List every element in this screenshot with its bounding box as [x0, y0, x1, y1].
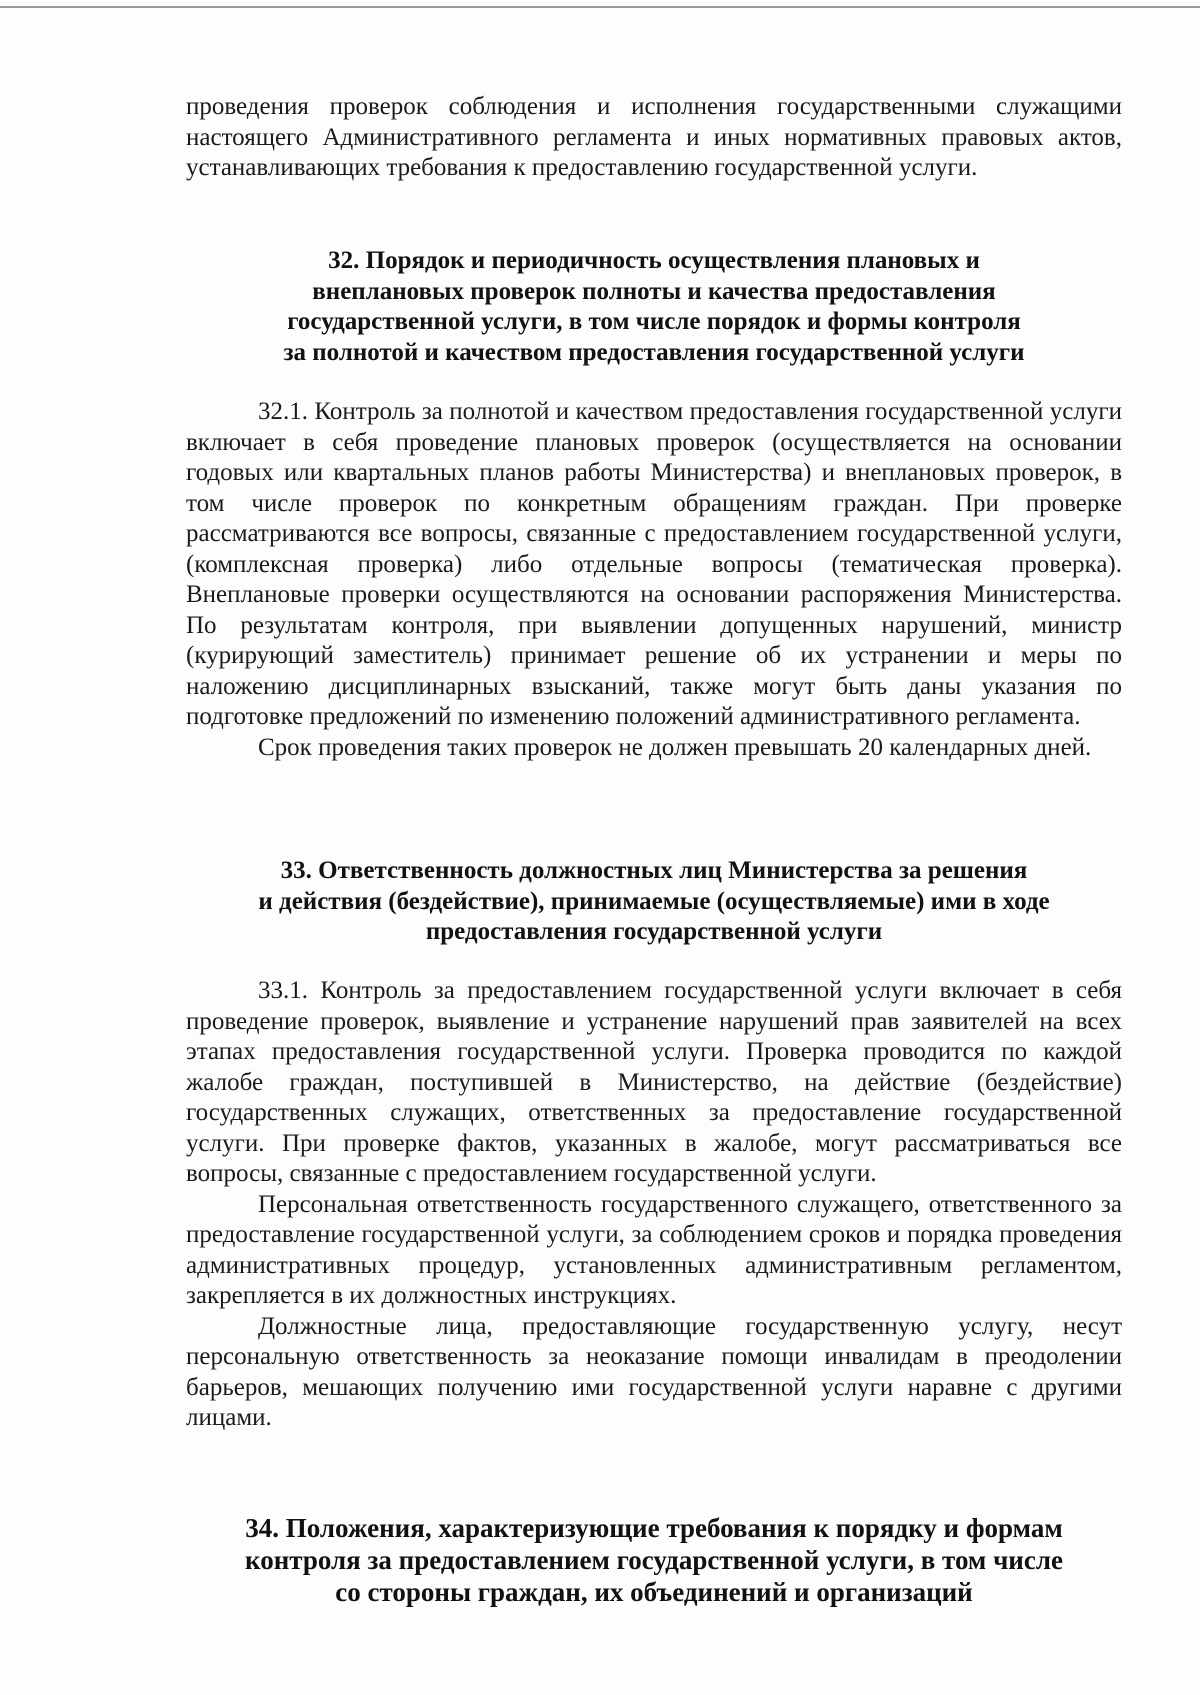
heading-line: внеплановых проверок полноты и качества предоставления — [312, 277, 996, 305]
heading-line: предоставления государственной услуги — [425, 918, 883, 945]
paragraph-33-officials: Должностные лица, предоставляющие государственную услугу, несут персональную ответственность за неоказание помощи инвалидам в преодолении барьеров, мешающих получению ими государственной услуги наравне с другими лицами. — [186, 1312, 1122, 1431]
section-33-heading — [186, 856, 1122, 948]
paragraph-33-responsibility: Персональная ответственность государственного служащего, ответственного за предоставление государственной услуги, за соблюдением сроков и порядка проведения административных процедур, установленных административным регламентом, закрепляется в их должностных инструкциях. — [186, 1190, 1122, 1309]
section-33-body — [186, 976, 1122, 1434]
heading-line: государственной услуги, в том числе порядок и формы контроля — [287, 308, 1021, 335]
heading-line: и действия (бездействие), принимаемые (осуществляемые) ими в ходе — [258, 887, 1050, 915]
paragraph-33-1: 33.1. Контроль за предоставлением государственной услуги включает в себя проведение проверок, выявление и устранение нарушений прав заявителей на всех этапах предоставления государственной услуги. Проверка проводится по каждой жалобе граждан, поступившей в Министерство, на действие (бездействие) государственных служащих, ответственных за предоставление государственной услуги. При проверке фактов, указанных в жалобе, могут рассматриваться все вопросы, связанные с предоставлением государственной услуги. — [186, 977, 1122, 1187]
paragraph-32-term: Срок проведения таких проверок не должен превышать 20 календарных дней. — [258, 733, 1092, 761]
heading-line: 34. Положения, характеризующие требования к порядку и формам — [245, 1513, 1063, 1543]
heading-line: 33. Ответственность должностных лиц Министерства за решения — [280, 857, 1028, 884]
intro-paragraph: проведения проверок соблюдения и исполнения государственными служащими настоящего Административного регламента и иных нормативных правовых актов, устанавливающих требования к предоставлению государственной услуги. — [186, 93, 1122, 181]
section-32-body — [186, 397, 1122, 763]
intro-block — [186, 92, 1122, 184]
heading-line: контроля за предоставлением государственной услуги, в том числе — [245, 1545, 1063, 1575]
section-34-heading — [186, 1512, 1122, 1608]
heading-line: со стороны граждан, их объединений и организаций — [335, 1577, 973, 1607]
heading-line: 32. Порядок и периодичность осуществления плановых и — [328, 247, 980, 274]
heading-line: за полнотой и качеством предоставления государственной услуги — [283, 338, 1025, 366]
top-border-line — [0, 6, 1200, 8]
section-32-heading — [186, 246, 1122, 368]
paragraph-32-1: 32.1. Контроль за полнотой и качеством предоставления государственной услуги включает в себя проведение плановых проверок (осуществляется на основании годовых или квартальных планов работы Министерства) и внеплановых проверок, в том числе проверок по конкретным обращениям граждан. При проверке рассматриваются все вопросы, связанные с предоставлением государственной услуги, (комплексная проверка) либо отдельные вопросы (тематическая проверка). Внеплановые проверки осуществляются на основании распоряжения Министерства. По результатам контроля, при выявлении допущенных нарушений, министр (курирующий заместитель) принимает решение об их устранении и меры по наложению дисциплинарных взысканий, также могут быть даны указания по подготовке предложений по изменению положений административного регламента. — [186, 398, 1122, 730]
